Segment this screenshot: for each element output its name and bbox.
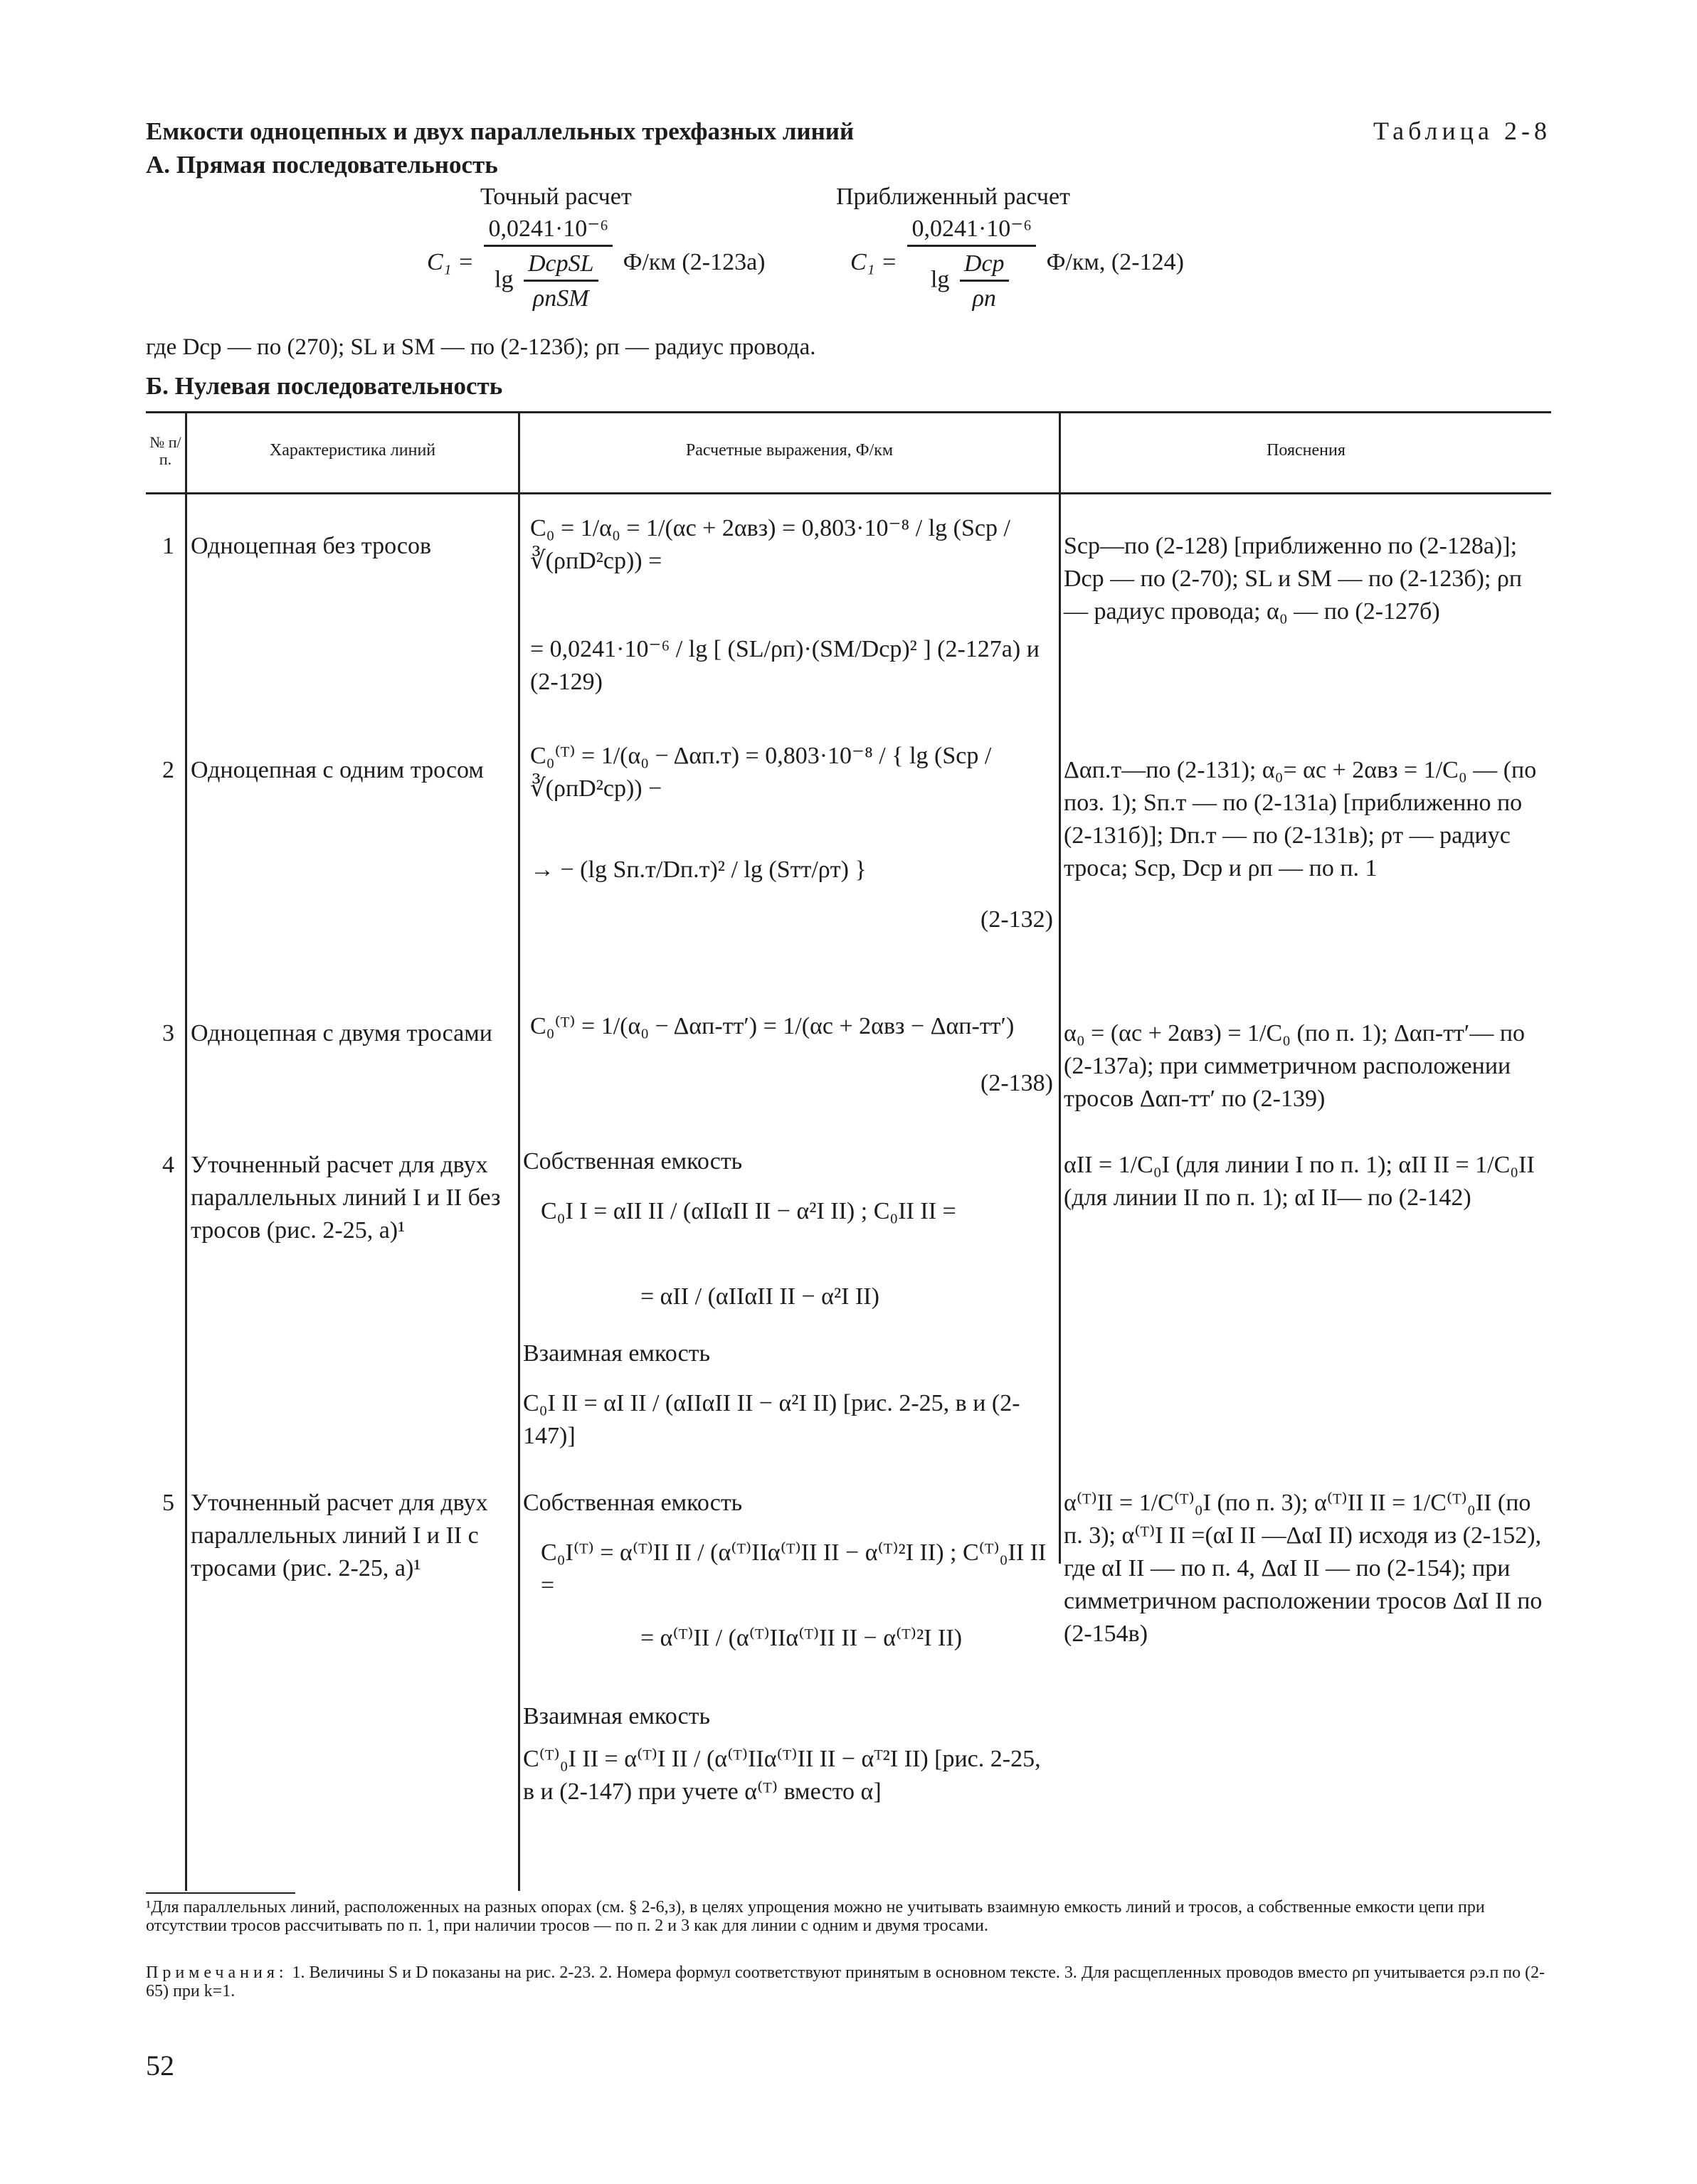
footnote-rule: [146, 1892, 295, 1894]
row4-formula-2: = αII / (αIIαII II − α²I II): [640, 1283, 879, 1310]
row3-ref: (2-138): [980, 1070, 1053, 1096]
row4-num: 4: [162, 1152, 174, 1178]
row5-formula-3: C⁽ᵀ⁾₀I II = α⁽ᵀ⁾I II / (α⁽ᵀ⁾IIα⁽ᵀ⁾II II − αᵀ²I II) [рис. 2-25, в и (2-147) при учете α⁽ᵀ⁾ вместо α]: [523, 1746, 1041, 1805]
formula-2-124: C₁ = 0,0241·10⁻⁶ lg $\frac{\text{Dср}}{\rho п}$ Ф/км, (2-124): [850, 213, 1184, 314]
row2-explanation: Δαп.т—по (2-131); α₀= αс + 2αвз = 1/C₀ — (по поз. 1); Sп.т — по (2-131а) [приближенно по (2-131б)]; Dп.т — по (2-131в); ρт — радиус троса; Sср, Dср и ρп — по п. 1: [1064, 757, 1537, 881]
row5-formula-1: C₀I⁽ᵀ⁾ = α⁽ᵀ⁾II II / (α⁽ᵀ⁾IIα⁽ᵀ⁾II II − α⁽ᵀ⁾²I II) ; C⁽ᵀ⁾₀II II =: [541, 1539, 1047, 1599]
page-number: 52: [146, 2050, 174, 2082]
col-divider-2: [518, 411, 520, 1891]
notes-label: Примечания:: [146, 1963, 288, 1982]
notes: [146, 1963, 1551, 2000]
section-a-heading: А. Прямая последовательность: [146, 151, 498, 179]
row1-formula-1: C₀ = 1/α₀ = 1/(αс + 2αвз) = 0,803·10⁻⁸ / lg (Sср / ∛(ρпD²ср)) =: [530, 515, 1010, 574]
row3-explanation: α₀ = (αс + 2αвз) = 1/C₀ (по п. 1); Δαп-тт′— по (2-137а); при симметричном расположении тросов Δαп-тт′ по (2-139): [1064, 1020, 1526, 1112]
header-characteristic: Характеристика линий: [269, 441, 436, 460]
header-formulas: Расчетные выражения, Ф/км: [685, 441, 894, 460]
row2-formula-2: → − (lg Sп.т/Dп.т)² / lg (Sтт/ρт) }: [530, 857, 867, 883]
table-top-rule: [146, 411, 1551, 413]
row4-explanation: αII = 1/C₀I (для линии I по п. 1); αII II = 1/C₀II (для линии II по п. 1); αI II— по (2-142): [1064, 1152, 1535, 1211]
col-divider-3: [1059, 411, 1061, 1564]
approx-label: Приближенный расчет: [836, 184, 1070, 210]
table-label: Таблица 2-8: [1373, 117, 1551, 145]
col-divider-1: [185, 411, 187, 1891]
section-b-heading: Б. Нулевая последовательность: [146, 372, 503, 400]
notes-text: 1. Величины S и D показаны на рис. 2-23. 2. Номера формул соответствуют принятым в основном тексте. 3. Для расщепленных проводов вместо ρп учитывается ρэ.п по (2-65) при k=1.: [146, 1963, 1545, 2000]
footnote: ¹Для параллельных линий, расположенных на разных опорах (см. § 2-6,з), в целях упрощения можно не учитывать взаимную емкость линий и тросов, а собственные емкости цепи при отсутствии тросов рассчитывать по п. 1, при наличии тросов — по п. 2 и 3 как для линии с одним и двумя тросами.: [146, 1898, 1485, 1935]
table-header-rule: [146, 492, 1551, 494]
row1-characteristic: Одноцепная без тросов: [191, 533, 432, 559]
row5-own-label: Собственная емкость: [523, 1490, 743, 1516]
row2-characteristic: Одноцепная с одним тросом: [191, 757, 484, 783]
row4-characteristic: Уточненный расчет для двух параллельных линий I и II без тросов (рис. 2-25, а)¹: [191, 1152, 501, 1244]
row4-formula-3: C₀I II = αI II / (αIIαII II − α²I II) [рис. 2-25, в и (2-147)]: [523, 1390, 1020, 1449]
header-explanations: Пояснения: [1267, 441, 1346, 460]
row2-num: 2: [162, 757, 174, 783]
row3-num: 3: [162, 1020, 174, 1046]
table-title: Емкости одноцепных и двух параллельных трехфазных линий: [146, 117, 855, 145]
row3-characteristic: Одноцепная с двумя тросами: [191, 1020, 492, 1046]
exact-label: Точный расчет: [480, 184, 632, 210]
row5-mutual-label: Взаимная емкость: [523, 1703, 711, 1729]
row3-formula: C₀⁽ᵀ⁾ = 1/(α₀ − Δαп-тт′) = 1/(αс + 2αвз − Δαп-тт′): [530, 1013, 1015, 1039]
row4-own-label: Собственная емкость: [523, 1148, 743, 1175]
row4-mutual-label: Взаимная емкость: [523, 1340, 711, 1367]
row5-explanation: α⁽ᵀ⁾II = 1/C⁽ᵀ⁾₀I (по п. 3); α⁽ᵀ⁾II II = 1/C⁽ᵀ⁾₀II (по п. 3); α⁽ᵀ⁾I II =(αI II —ΔαI II) исходя из (2-152), где αI II — по п. 4, ΔαI II — по (2-154); при симметричном расположении тросов ΔαI II по (2-154в): [1064, 1490, 1543, 1647]
row4-formula-1: C₀I I = αII II / (αIIαII II − α²I II) ; C₀II II =: [541, 1198, 956, 1224]
row1-formula-2: = 0,0241·10⁻⁶ / lg [ (SL/ρп)·(SM/Dср)² ] (2-127а) и (2-129): [530, 636, 1040, 695]
row1-num: 1: [162, 533, 174, 559]
row5-num: 5: [162, 1490, 174, 1516]
row2-ref: (2-132): [980, 906, 1053, 933]
header-num: № п/п.: [149, 433, 181, 468]
row1-explanation: Sср—по (2-128) [приближенно по (2-128а)]; Dср — по (2-70); SL и SM — по (2-123б); ρп — радиус провода; α₀ — по (2-127б): [1064, 533, 1523, 625]
row2-formula-1: C₀⁽ᵀ⁾ = 1/(α₀ − Δαп.т) = 0,803·10⁻⁸ / { lg (Sср / ∛(ρпD²ср)) −: [530, 743, 992, 802]
row5-formula-2: = α⁽ᵀ⁾II / (α⁽ᵀ⁾IIα⁽ᵀ⁾II II − α⁽ᵀ⁾²I II): [640, 1625, 963, 1651]
row5-characteristic: Уточненный расчет для двух параллельных линий I и II с тросами (рис. 2-25, а)¹: [191, 1490, 488, 1581]
where-text: где Dср — по (270); SL и SM — по (2-123б); ρп — радиус провода.: [146, 334, 816, 360]
formula-2-123a: C₁ = 0,0241·10⁻⁶ lg $\frac{\text{DсрSL}}{\text{ρпSM}}$ Ф/км (2-123а): [427, 213, 765, 314]
